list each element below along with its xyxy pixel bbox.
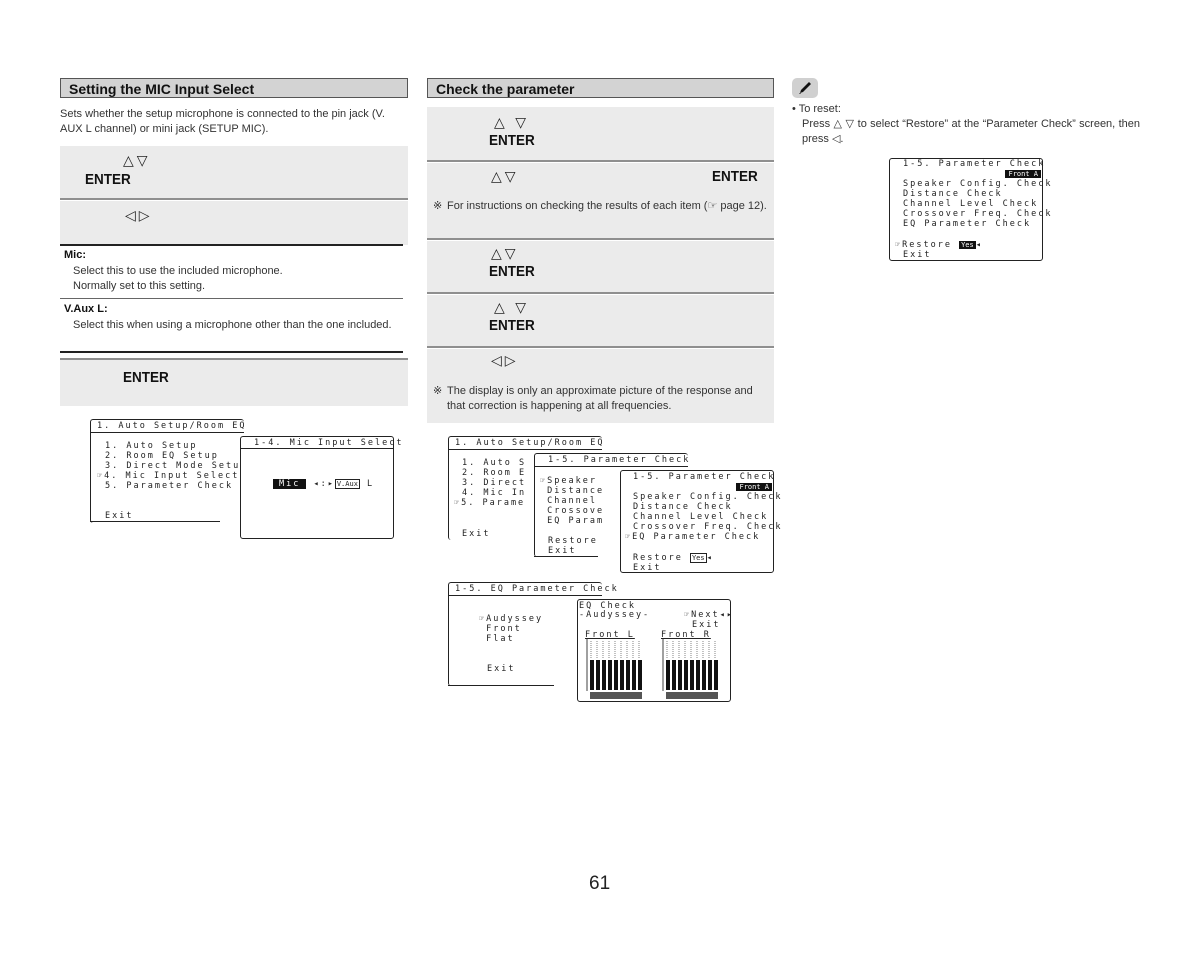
mic-step-1 [60,146,408,200]
screen-title: 1-5. EQ Parameter Check [455,584,619,594]
note-mark: ※ [433,200,443,212]
up-down-arrows-icon: △ ▽ [494,115,529,131]
menu-item: 5. Parameter Check [105,481,234,491]
restore-row: ☞Restore Yes ◂ [895,240,983,250]
enter-label: ENTER [489,317,535,334]
yes-option: Yes [691,554,705,562]
screen-title: EQ Check [579,601,636,611]
up-down-arrows-icon: △▽ [491,246,519,262]
enter-label: ENTER [712,168,758,185]
check-item: Distance Check [903,189,1003,199]
mic-step-2 [60,201,408,245]
menu-item: Distance [540,486,605,496]
note-text: The display is only an approximate picture of the response and that correction is happening at all frequencies. [447,385,753,412]
vaux-desc: Select this when using a microphone other than the one included. [73,319,392,331]
exit-label: Exit [487,664,516,674]
mic-option-row: Mic ◂:▸ V.Aux L [273,479,374,489]
mic-selected: Mic [273,479,306,489]
divider [448,685,554,686]
screen-title: 1-5. Parameter Check [903,159,1046,169]
divider [534,466,688,467]
vaux-term: V.Aux L: [64,303,108,315]
restore-row: Restore Yes ◂ [633,553,714,563]
auto-setup-screen [90,419,247,523]
check-item: Channel Level Check [903,199,1039,209]
front-l-label: Front L [585,630,635,640]
reset-param-screen [889,158,1053,261]
check-item: Speaker Config. Check [903,179,1053,189]
screen-title: 1-4. Mic Input Select [254,438,404,448]
left-right-arrows-icon: ◁▷ [491,353,519,369]
exit-label: Exit [903,250,932,260]
mic-input-screen [240,436,404,539]
up-down-arrows-icon: △▽ [123,153,151,169]
menu-item: 1. Auto S [462,458,527,468]
reset-text: Press △ ▽ to select “Restore” at the “Parameter Check” screen, then press ◁. [802,118,1140,145]
front-a-badge: Front A [1005,169,1041,179]
menu-item: 1. Auto Setup [105,441,198,451]
divider [60,351,403,353]
screen-title: 1. Auto Setup/Room EQ [97,421,247,431]
check-item: Crossover Freq. Check [903,209,1053,219]
screen-title: 1. Auto Setup/Room EQ [455,438,605,448]
enter-label: ENTER [123,369,169,386]
front-a-badge: Front A [736,482,772,492]
eq-item: Front [479,624,522,634]
check-step-2 [427,163,774,240]
menu-item: 3. Direct [462,478,527,488]
eq-item: Flat [479,634,515,644]
exit-label: Exit [692,620,721,630]
exit-label: Exit [633,563,662,573]
menu-item: ☞4. Mic Input Select [97,471,240,481]
enter-label: ENTER [85,171,131,188]
divider [534,556,598,557]
channel-l: L [367,479,375,489]
check-step-3 [427,241,774,294]
enter-label: ENTER [489,132,535,149]
pencil-note-icon [792,78,818,98]
param-check-screen [620,470,783,573]
eq-check-screen [577,599,734,702]
mic-desc-1: Select this to use the included microphone. [73,265,283,277]
menu-item: 3. Direct Mode Setu [105,461,241,471]
divider [90,432,244,433]
up-down-arrows-icon: △▽ [491,169,519,185]
menu-item: EQ Param [540,516,605,526]
divider [60,298,403,299]
eq-item: ☞Audyssey [479,614,544,624]
check-step-1 [427,107,774,162]
check-item: ☞EQ Parameter Check [625,532,761,542]
vaux-option: V.Aux [336,480,358,488]
divider [448,595,602,596]
menu-item: Channel [540,496,597,506]
menu-item: Crossove [540,506,605,516]
check-item: Crossover Freq. Check [633,522,783,532]
mic-desc-2: Normally set to this setting. [73,280,206,292]
mic-term: Mic: [64,249,86,261]
page-number: 61 [589,873,611,894]
mic-intro-text: Sets whether the setup microphone is connected to the pin jack (V. AUX L channel) or mini jack (SETUP MIC). [60,108,385,135]
eq-graph-right [660,639,724,701]
screen-title: 1-5. Parameter Check [633,472,776,482]
note-results [433,199,769,231]
check-item: Speaker Config. Check [633,492,783,502]
exit-label: Exit [462,529,491,539]
reset-bullet: • To reset: [792,103,841,115]
restore-label: Restore [548,536,598,546]
menu-item: 2. Room EQ Setup [105,451,219,461]
divider [448,449,602,450]
menu-item: 4. Mic In [462,488,527,498]
eq-graph-left [584,639,648,701]
divider [241,448,393,449]
menu-item: ☞Speaker [540,476,597,486]
menu-item: 2. Room E [462,468,527,478]
mic-step-3 [60,358,408,406]
eq-subtitle: -Audyssey- [579,610,651,620]
check-item: Channel Level Check [633,512,769,522]
exit-label: Exit [548,546,577,556]
yes-option: Yes [961,241,974,249]
note-text: For instructions on checking the results of each item (☞ page 12). [447,200,767,212]
front-r-label: Front R [661,630,711,640]
mic-section-heading: Setting the MIC Input Select [60,78,408,98]
check-step-4 [427,295,774,348]
check-step-5 [427,349,774,423]
check-item: EQ Parameter Check [903,219,1032,229]
menu-item: ☞5. Parame [454,498,526,508]
note-approx [433,384,769,416]
exit-label: Exit [105,511,134,521]
screen-title: 1-5. Parameter Check [548,455,691,465]
check-item: Distance Check [633,502,733,512]
check-section-heading: Check the parameter [427,78,774,98]
enter-label: ENTER [489,263,535,280]
divider [90,521,220,522]
note-mark: ※ [433,385,443,397]
left-right-arrows-icon: ◁▷ [125,208,153,224]
next-option: ☞Next◂▸ [684,610,734,620]
divider [60,244,403,246]
up-down-arrows-icon: △ ▽ [494,300,529,316]
